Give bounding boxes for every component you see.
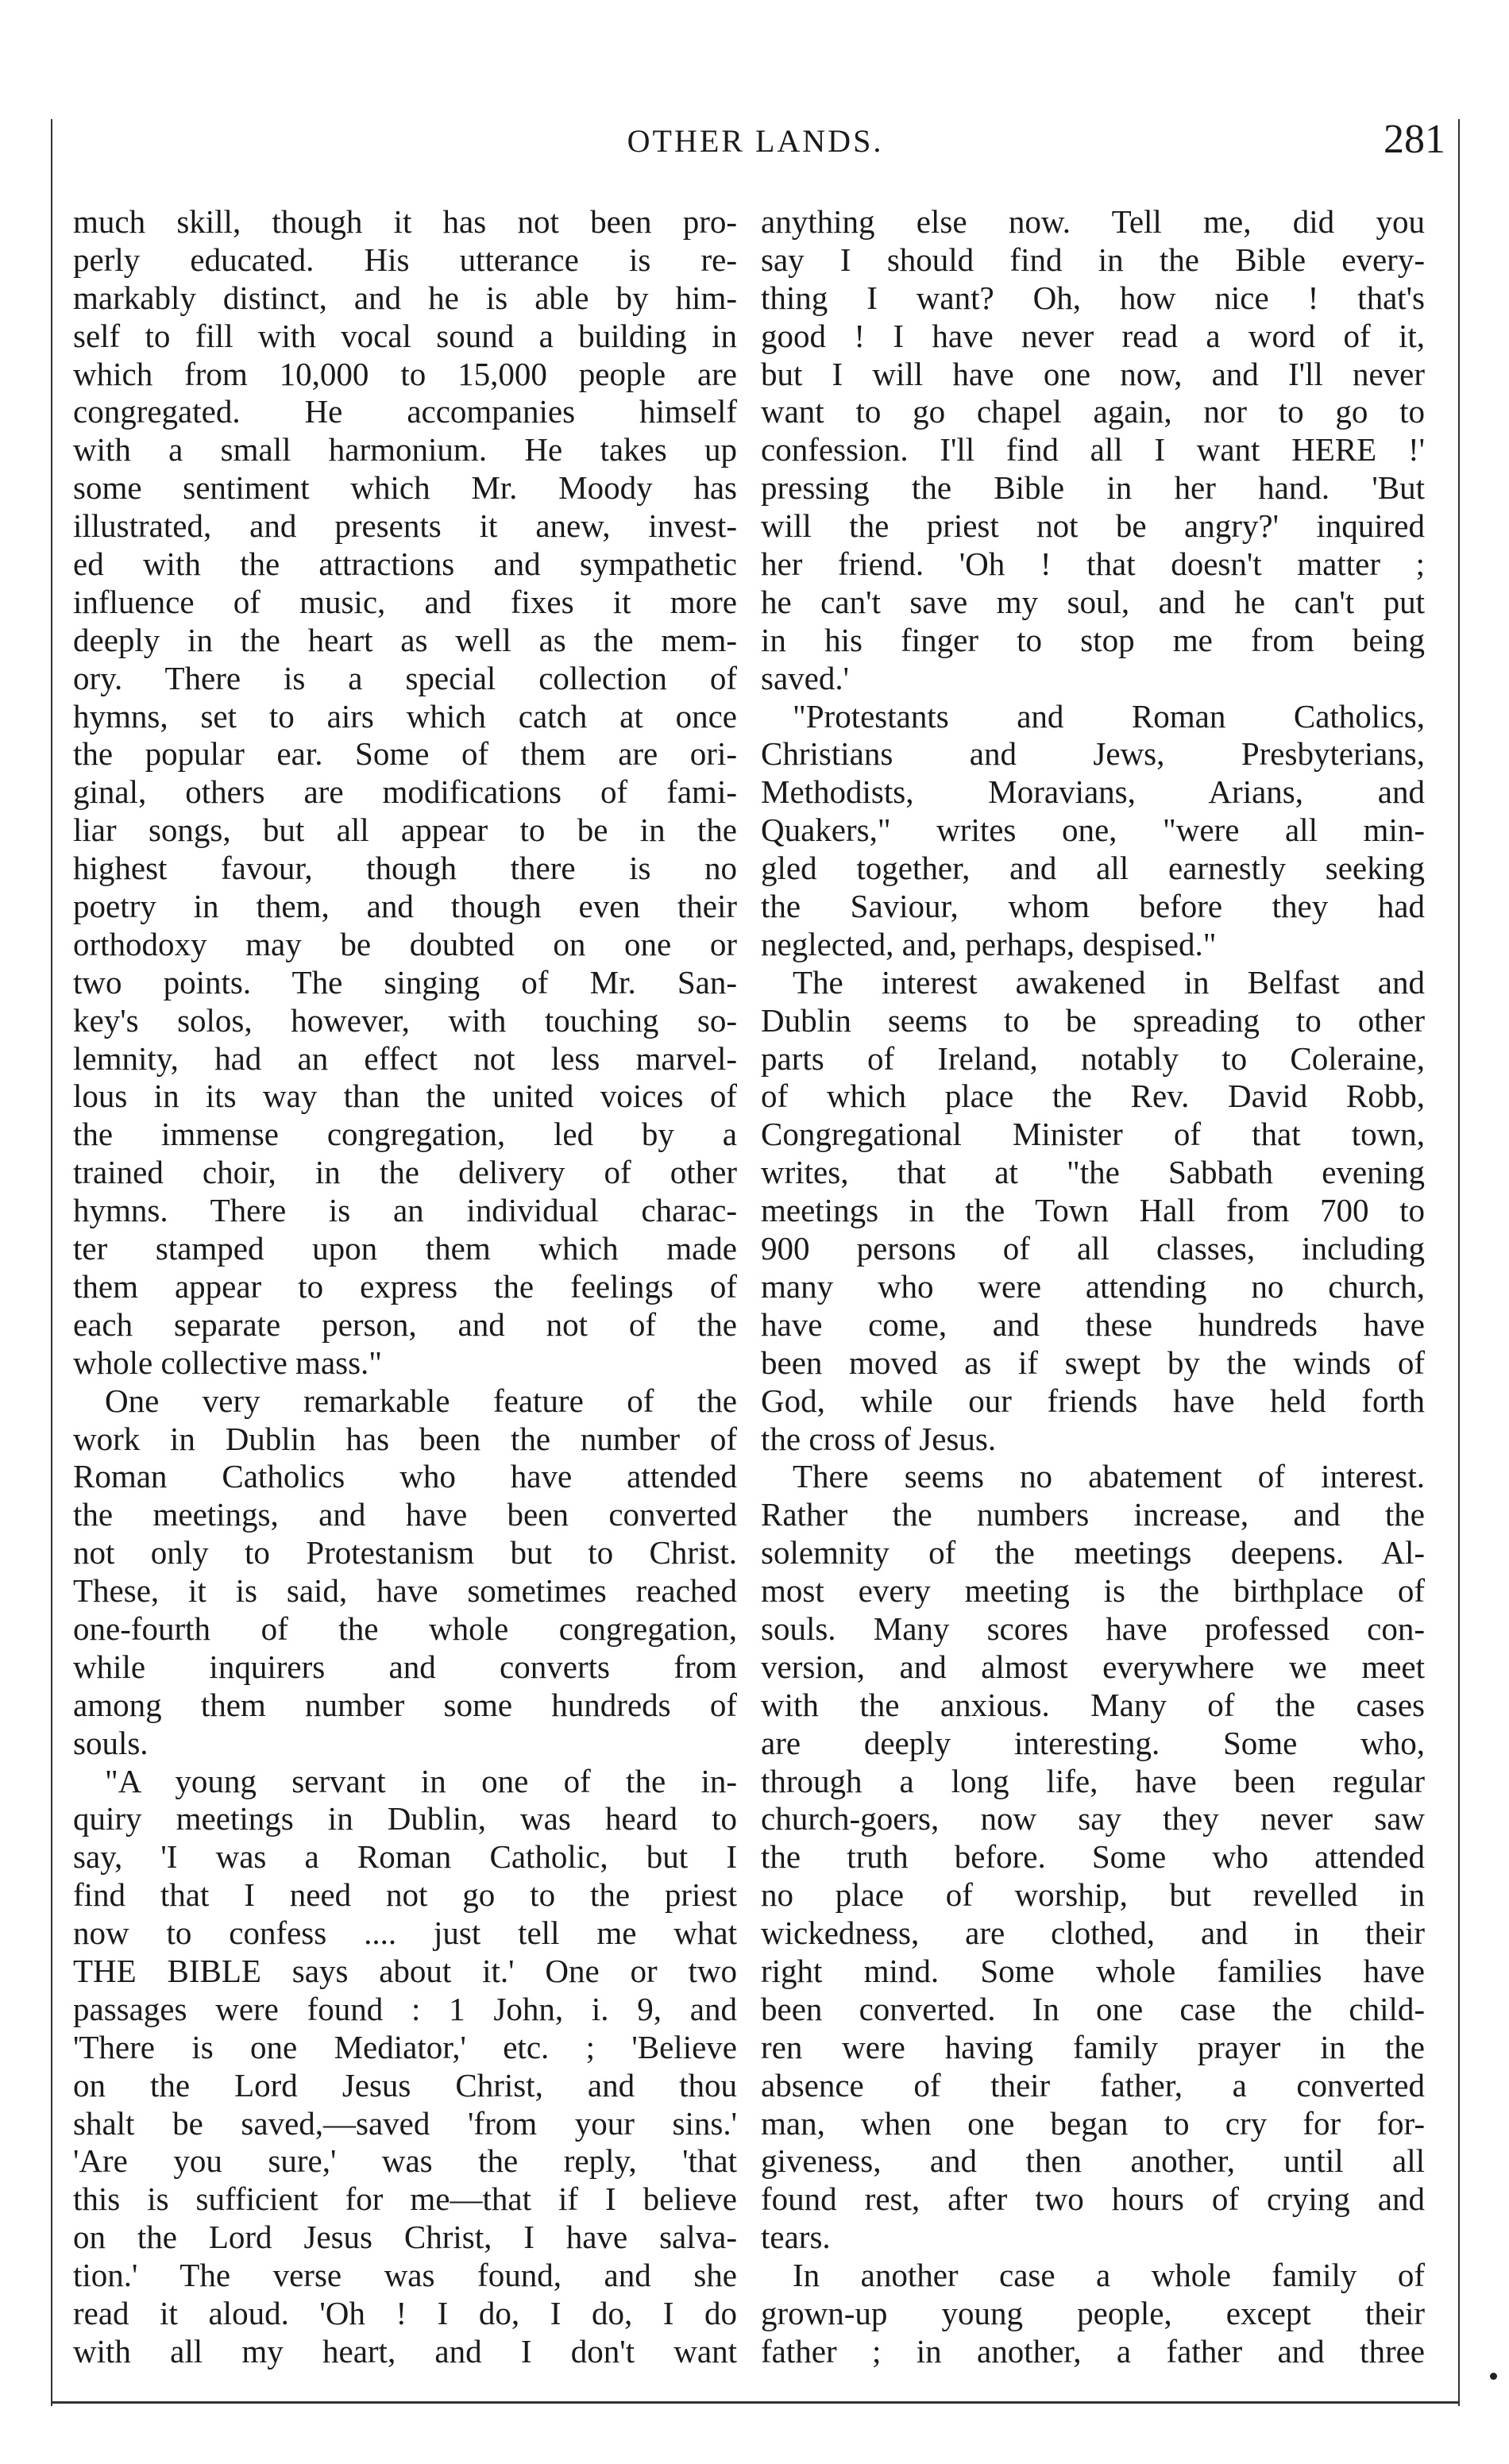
text-line: version, and almost everywhere we meet (761, 1648, 1425, 1685)
running-head-title: OTHER LANDS. (627, 123, 884, 159)
text-line: There seems no abatement of interest. (793, 1458, 1425, 1495)
text-line: Rather the numbers increase, and the (761, 1496, 1425, 1533)
text-line: father ; in another, a father and three (761, 2332, 1425, 2370)
text-line: These, it is said, have sometimes reached (73, 1572, 737, 1610)
margin-dot (1490, 2373, 1497, 2380)
text-line: gled together, and all earnestly seeking (761, 850, 1425, 887)
text-line: which from 10,000 to 15,000 people are (73, 355, 737, 392)
text-line: say, 'I was a Roman Catholic, but I (73, 1838, 737, 1876)
text-line: markably distinct, and he is able by him- (73, 279, 737, 316)
text-line: wickedness, are clothed, and in their (761, 1915, 1425, 1952)
text-line: whole collective mass." (73, 1344, 383, 1381)
text-line: Dublin seems to be spreading to other (761, 1001, 1425, 1039)
text-line: each separate person, and not of the (73, 1305, 737, 1343)
text-line: congregated. He accompanies himself (73, 393, 737, 430)
right-text-column (761, 203, 1425, 2371)
text-line: one-fourth of the whole congregation, (73, 1610, 737, 1647)
text-line: work in Dublin has been the number of (73, 1420, 737, 1457)
text-line: with all my heart, and I don't want (73, 2332, 737, 2370)
text-line: souls. (73, 1724, 149, 1761)
left-border-rule (51, 119, 52, 2406)
text-line: souls. Many scores have professed con- (761, 1610, 1425, 1647)
text-line: many who were attending no church, (761, 1267, 1425, 1305)
text-line: trained choir, in the delivery of other (73, 1154, 737, 1191)
text-line: ren were having family prayer in the (761, 2028, 1425, 2065)
text-line: ory. There is a special collection of (73, 659, 737, 696)
text-line: among them number some hundreds of (73, 1686, 737, 1723)
text-line: anything else now. Tell me, did you (761, 203, 1425, 240)
text-line: Christians and Jews, Presbyterians, (761, 735, 1425, 773)
text-line: are deeply interesting. Some who, (761, 1724, 1425, 1761)
right-border-rule (1458, 119, 1460, 2406)
text-line: hymns, set to airs which catch at once (73, 697, 737, 735)
text-line: but I will have one now, and I'll never (761, 355, 1425, 392)
text-line: in his finger to stop me from being (761, 621, 1425, 658)
text-line: found rest, after two hours of crying and (761, 2181, 1425, 2218)
text-line: will the priest not be angry?' inquired (761, 507, 1425, 545)
text-line: 'Are you sure,' was the reply, 'that (73, 2142, 737, 2180)
text-line: the popular ear. Some of them are ori- (73, 735, 737, 773)
text-line: illustrated, and presents it anew, invest- (73, 507, 737, 545)
text-line: church-goers, now say they never saw (761, 1800, 1425, 1837)
text-line: THE BIBLE says about it.' One or two (73, 1952, 737, 1989)
text-line: on the Lord Jesus Christ, and thou (73, 2066, 737, 2103)
text-line: perly educated. His utterance is re- (73, 241, 737, 278)
text-line: key's solos, however, with touching so- (73, 1001, 737, 1039)
text-line: God, while our friends have held forth (761, 1382, 1425, 1419)
text-line: grown-up young people, except their (761, 2294, 1425, 2331)
text-line: been moved as if swept by the winds of (761, 1344, 1425, 1381)
text-line: say I should find in the Bible every- (761, 241, 1425, 278)
text-line: self to fill with vocal sound a building in (73, 317, 737, 354)
running-head (51, 113, 1460, 176)
text-line: man, when one began to cry for for- (761, 2104, 1425, 2142)
text-line: saved.' (761, 659, 849, 696)
text-line: shalt be saved,—saved 'from your sins.' (73, 2104, 737, 2142)
text-line: ginal, others are modifications of fami- (73, 773, 737, 811)
text-line: Congregational Minister of that town, (761, 1116, 1425, 1153)
text-line: read it aloud. 'Oh ! I do, I do, I do (73, 2294, 737, 2331)
text-line: not only to Protestanism but to Christ. (73, 1534, 737, 1571)
text-line: "A young servant in one of the in- (105, 1762, 737, 1799)
text-line: through a long life, have been regular (761, 1762, 1425, 1799)
text-line: right mind. Some whole families have (761, 1952, 1425, 1989)
text-line: while inquirers and converts from (73, 1648, 737, 1685)
text-line: the cross of Jesus. (761, 1420, 997, 1457)
text-line: confession. I'll find all I want HERE !' (761, 431, 1425, 469)
text-line: Methodists, Moravians, Arians, and (761, 773, 1425, 811)
text-line: hymns. There is an individual charac- (73, 1192, 737, 1229)
text-line: absence of their father, a converted (761, 2066, 1425, 2103)
text-line: 900 persons of all classes, including (761, 1230, 1425, 1267)
text-line: poetry in them, and though even their (73, 888, 737, 925)
text-line: this is sufficient for me—that if I believe (73, 2181, 737, 2218)
text-line: In another case a whole family of (793, 2257, 1425, 2294)
text-line: much skill, though it has not been pro- (73, 203, 737, 240)
text-line: orthodoxy may be doubted on one or (73, 925, 737, 962)
text-line: been converted. In one case the child- (761, 1990, 1425, 2027)
text-line: Roman Catholics who have attended (73, 1458, 737, 1495)
text-line: parts of Ireland, notably to Coleraine, (761, 1039, 1425, 1077)
text-line: the immense congregation, led by a (73, 1116, 737, 1153)
text-line: the meetings, and have been converted (73, 1496, 737, 1533)
text-line: no place of worship, but revelled in (761, 1876, 1425, 1914)
text-line: tears. (761, 2219, 831, 2256)
text-line: quiry meetings in Dublin, was heard to (73, 1800, 737, 1837)
text-line: deeply in the heart as well as the mem- (73, 621, 737, 658)
text-line: highest favour, though there is no (73, 850, 737, 887)
text-line: liar songs, but all appear to be in the (73, 812, 737, 849)
bottom-border-rule (51, 2401, 1460, 2404)
text-line: them appear to express the feelings of (73, 1267, 737, 1305)
text-line: on the Lord Jesus Christ, I have salva- (73, 2219, 737, 2256)
text-line: good ! I have never read a word of it, (761, 317, 1425, 354)
text-line: meetings in the Town Hall from 700 to (761, 1192, 1425, 1229)
text-line: lous in its way than the united voices of (73, 1078, 737, 1115)
text-line: ed with the attractions and sympathetic (73, 546, 737, 583)
text-line: thing I want? Oh, how nice ! that's (761, 279, 1425, 316)
text-line: he can't save my soul, and he can't put (761, 583, 1425, 620)
text-line: lemnity, had an effect not less marvel- (73, 1039, 737, 1077)
text-line: writes, that at "the Sabbath evening (761, 1154, 1425, 1191)
text-line: ter stamped upon them which made (73, 1230, 737, 1267)
text-line: find that I need not go to the priest (73, 1876, 737, 1914)
text-line: pressing the Bible in her hand. 'But (761, 469, 1425, 507)
text-line: the Saviour, whom before they had (761, 888, 1425, 925)
page-number: 281 (1384, 117, 1445, 162)
text-line: influence of music, and fixes it more (73, 583, 737, 620)
text-line: most every meeting is the birthplace of (761, 1572, 1425, 1610)
text-line: of which place the Rev. David Robb, (761, 1078, 1425, 1115)
text-line: giveness, and then another, until all (761, 2142, 1425, 2180)
text-line: "Protestants and Roman Catholics, (793, 697, 1425, 735)
text-line: neglected, and, perhaps, despised." (761, 925, 1217, 962)
text-line: The interest awakened in Belfast and (793, 963, 1425, 1001)
text-line: want to go chapel again, nor to go to (761, 393, 1425, 430)
text-line: with the anxious. Many of the cases (761, 1686, 1425, 1723)
text-line: with a small harmonium. He takes up (73, 431, 737, 469)
text-line: have come, and these hundreds have (761, 1305, 1425, 1343)
text-line: some sentiment which Mr. Moody has (73, 469, 737, 507)
text-line: solemnity of the meetings deepens. Al- (761, 1534, 1425, 1571)
text-line: now to confess .... just tell me what (73, 1915, 737, 1952)
left-text-column (73, 203, 737, 2371)
text-line: 'There is one Mediator,' etc. ; 'Believe (73, 2028, 737, 2065)
text-line: Quakers," writes one, "were all min- (761, 812, 1425, 849)
text-line: One very remarkable feature of the (105, 1382, 737, 1419)
text-line: her friend. 'Oh ! that doesn't matter ; (761, 546, 1425, 583)
text-line: the truth before. Some who attended (761, 1838, 1425, 1876)
text-line: two points. The singing of Mr. San- (73, 963, 737, 1001)
text-line: tion.' The verse was found, and she (73, 2257, 737, 2294)
text-line: passages were found : 1 John, i. 9, and (73, 1990, 737, 2027)
